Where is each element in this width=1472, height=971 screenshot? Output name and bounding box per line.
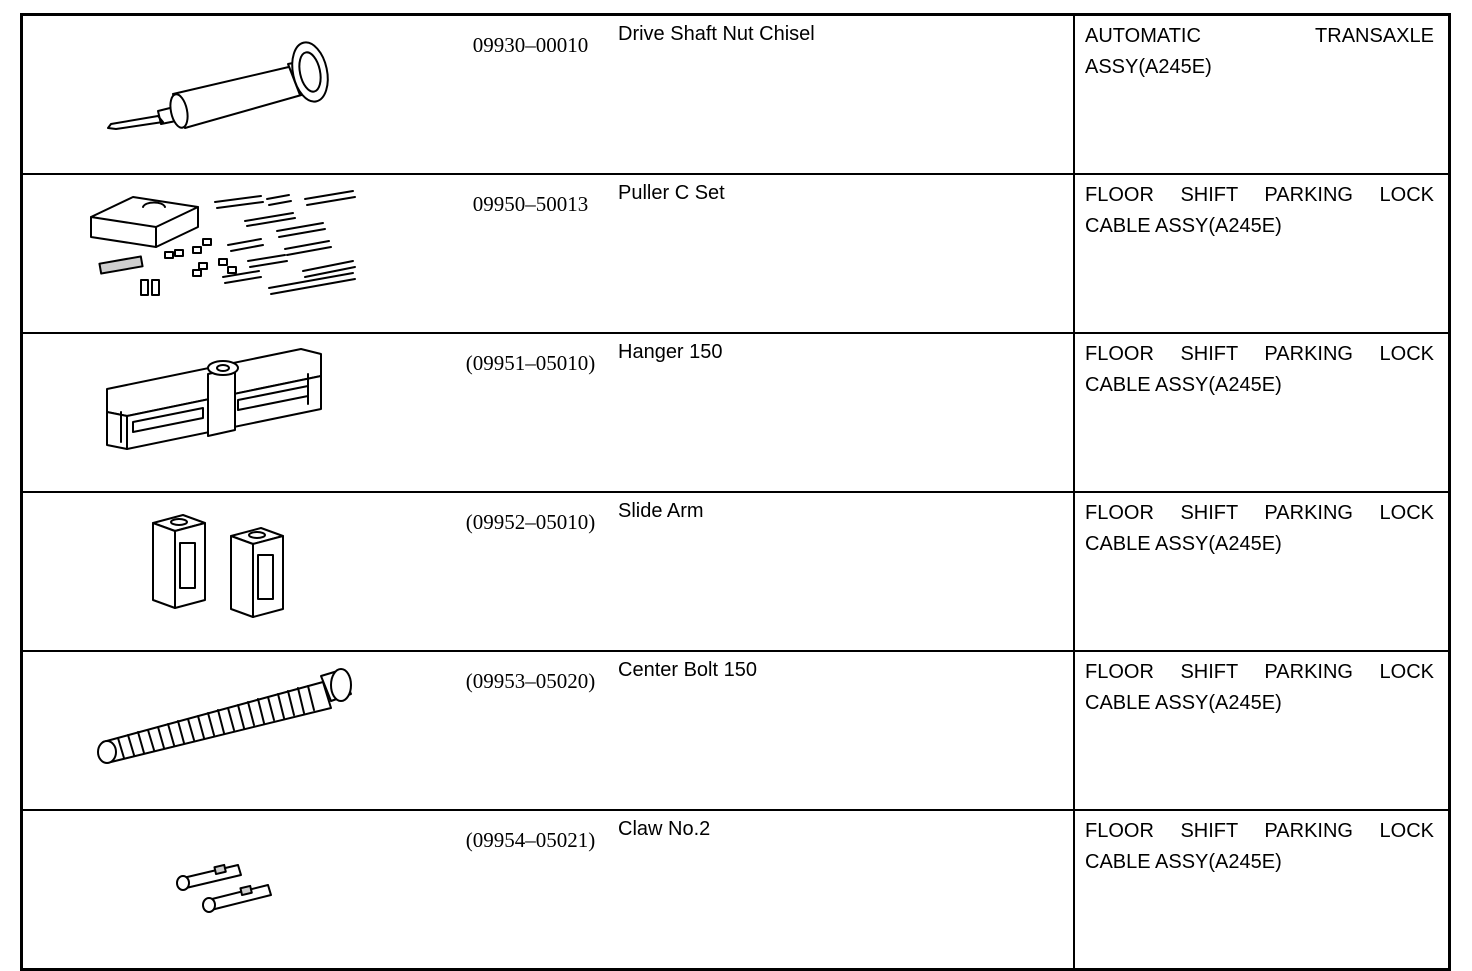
part-number: 09950–50013 [421,174,616,333]
tool-illustration-hanger-150 [22,333,422,492]
part-number: (09952–05010) [421,492,616,651]
part-number: (09951–05010) [421,333,616,492]
tool-name: Drive Shaft Nut Chisel [616,15,1074,175]
tool-name: Center Bolt 150 [616,651,1074,810]
table-row [22,15,1450,175]
part-number: (09954–05021) [421,810,616,970]
table-row [22,174,1450,333]
tool-illustration-drive-shaft-nut-chisel [22,15,422,175]
table-row [22,810,1450,970]
tool-name: Claw No.2 [616,810,1074,970]
table-row [22,492,1450,651]
tool-name: Hanger 150 [616,333,1074,492]
part-number: (09953–05020) [421,651,616,810]
application: FLOOR SHIFT PARKING LOCK CABLE ASSY(A245E) [1074,174,1450,333]
part-number: 09930–00010 [421,15,616,175]
tool-illustration-center-bolt-150 [22,651,422,810]
application: AUTOMATIC TRANSAXLE ASSY(A245E) [1074,15,1450,175]
tool-illustration-claw-no-2 [22,810,422,970]
application: FLOOR SHIFT PARKING LOCK CABLE ASSY(A245E) [1074,810,1450,970]
application: FLOOR SHIFT PARKING LOCK CABLE ASSY(A245E) [1074,492,1450,651]
tool-name: Slide Arm [616,492,1074,651]
table-row [22,651,1450,810]
tool-illustration-slide-arm [22,492,422,651]
special-tools-table [20,13,1451,971]
application: FLOOR SHIFT PARKING LOCK CABLE ASSY(A245E) [1074,651,1450,810]
application: FLOOR SHIFT PARKING LOCK CABLE ASSY(A245E) [1074,333,1450,492]
table-row [22,333,1450,492]
tool-illustration-puller-c-set [22,174,422,333]
tool-name: Puller C Set [616,174,1074,333]
